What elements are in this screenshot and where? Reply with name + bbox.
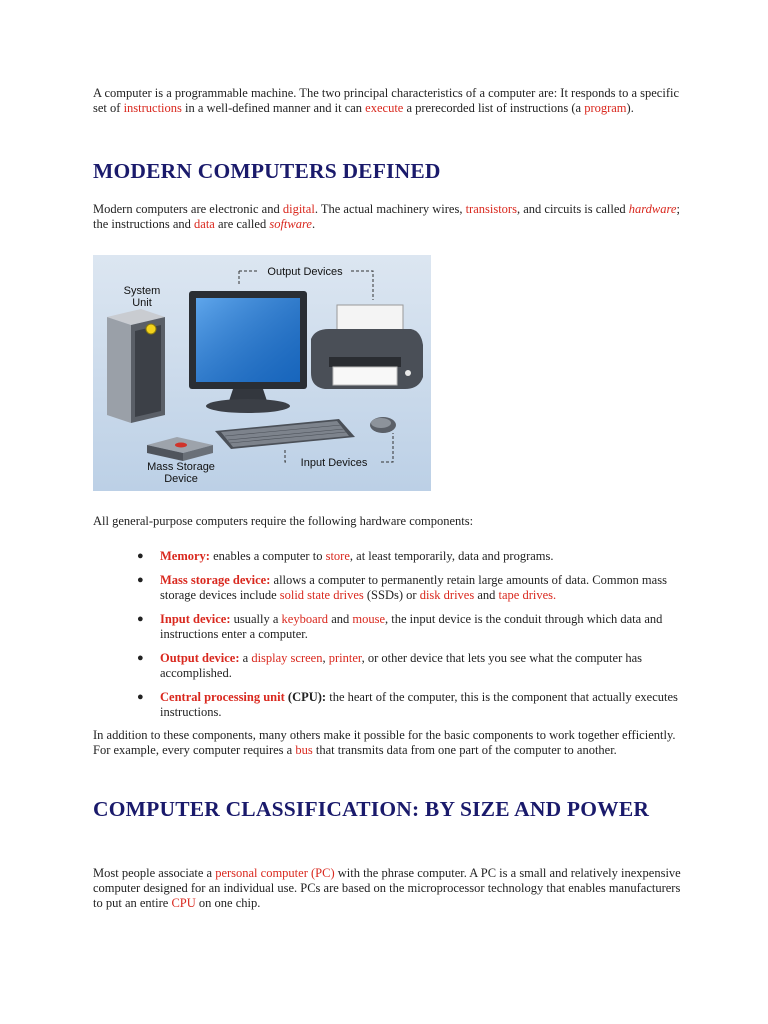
output-devices-label: Output Devices — [267, 266, 343, 278]
list-item — [93, 612, 683, 642]
link-software[interactable]: software — [269, 217, 312, 231]
heading-modern-computers: MODERN COMPUTERS DEFINED — [93, 159, 441, 183]
link-mouse[interactable]: mouse — [352, 612, 386, 626]
text-run: usually a — [230, 612, 282, 626]
text-run: with the phrase computer. A PC is a small and relatively inexpensive computer designed for an individual use. PCs are based on the microprocessor technology that enables manufacturers to put an entire — [93, 866, 681, 910]
text-run: Modern computers are electronic and — [93, 202, 283, 216]
system-unit-label-line2: Unit — [132, 297, 152, 309]
link-hardware[interactable]: hardware — [628, 202, 677, 216]
link-disk-drives[interactable]: disk drives — [419, 588, 475, 602]
link-store[interactable]: store — [325, 549, 350, 563]
link-keyboard[interactable]: keyboard — [281, 612, 329, 626]
text-run: that transmits data from one part of the computer to another. — [312, 743, 617, 757]
text-run: and — [474, 588, 499, 602]
link-program[interactable]: program — [584, 101, 627, 115]
text-run: In addition to these components, many others make it possible for the basic components to work together efficiently. For example, every computer requires a — [93, 728, 676, 757]
after-components-paragraph — [93, 728, 683, 758]
term-memory: Memory: — [160, 549, 210, 563]
computer-components-illustration — [93, 255, 431, 491]
list-item — [93, 573, 683, 603]
link-transistors[interactable]: transistors — [465, 202, 517, 216]
text-run: Most people associate a — [93, 866, 216, 880]
printer-icon — [311, 305, 423, 389]
text-run: A computer is a programmable machine. The two principal characteristics of a computer are: It responds to a specific set of — [93, 86, 680, 115]
term-cpu-abbrev: (CPU): — [284, 690, 327, 704]
link-tape-drives[interactable]: tape drives — [498, 588, 554, 602]
link-data[interactable]: data — [194, 217, 215, 231]
text-run: . — [553, 588, 557, 602]
term-input-device: Input device: — [160, 612, 231, 626]
list-item — [93, 690, 683, 720]
link-digital[interactable]: digital — [282, 202, 315, 216]
text-run: ). — [626, 101, 634, 115]
monitor-icon — [189, 291, 307, 413]
input-devices-label: Input Devices — [300, 457, 368, 469]
link-solid-state-drives[interactable]: solid state drives — [279, 588, 364, 602]
term-mass-storage-device: Mass storage device: — [160, 573, 271, 587]
modern-paragraph — [93, 202, 683, 232]
components-list — [93, 549, 683, 729]
text-run: , — [322, 651, 329, 665]
keyboard-icon — [215, 419, 355, 449]
text-run: (SSDs) or — [363, 588, 420, 602]
bullet-icon: ● — [137, 613, 144, 625]
text-run: , or other device that lets you see what the computer has accomplished. — [160, 651, 643, 680]
text-run: are called — [214, 217, 270, 231]
text-run: on one chip. — [195, 896, 261, 910]
mass-storage-device-icon — [147, 437, 213, 461]
text-run: allows a computer to permanently retain large amounts of data. Common mass storage devices include — [160, 573, 667, 602]
components-intro — [93, 514, 683, 529]
text-run: in a well-defined manner and it can — [181, 101, 366, 115]
term-output-device: Output device: — [160, 651, 240, 665]
text-run: , the input device is the conduit through which data and instructions enter a computer. — [160, 612, 663, 641]
components-intro-text: All general-purpose computers require the following hardware components: — [93, 514, 474, 528]
link-bus[interactable]: bus — [295, 743, 313, 757]
link-execute[interactable]: execute — [365, 101, 404, 115]
text-run: and — [328, 612, 353, 626]
text-run: enables a computer to — [209, 549, 326, 563]
mass-storage-label-line1: Mass Storage — [147, 461, 215, 473]
text-run: , and circuits is called — [516, 202, 629, 216]
bullet-icon: ● — [137, 652, 144, 664]
heading-computer-classification: COMPUTER CLASSIFICATION: BY SIZE AND POWER — [93, 797, 650, 821]
term-central-processing-unit[interactable]: Central processing unit — [160, 690, 285, 704]
system-unit-label-line1: System — [123, 285, 161, 297]
text-run: a — [239, 651, 252, 665]
bullet-icon: ● — [137, 691, 144, 703]
link-display-screen[interactable]: display screen — [251, 651, 323, 665]
text-run: . The actual machinery wires, — [314, 202, 466, 216]
text-run: a prerecorded list of instructions (a — [403, 101, 585, 115]
bullet-icon: ● — [137, 574, 144, 586]
system-unit-icon — [107, 309, 165, 423]
pc-paragraph — [93, 866, 683, 911]
list-item — [93, 549, 683, 564]
text-run: the heart of the computer, this is the component that actually executes instructions. — [160, 690, 678, 719]
text-run: ; the instructions and — [93, 202, 680, 231]
text-run: , at least temporarily, data and programs. — [349, 549, 554, 563]
mouse-icon — [370, 417, 396, 433]
link-printer[interactable]: printer — [328, 651, 362, 665]
text-run: . — [311, 217, 316, 231]
link-instructions[interactable]: instructions — [123, 101, 182, 115]
intro-paragraph — [93, 86, 683, 116]
mass-storage-label-line2: Device — [164, 473, 198, 485]
bullet-icon: ● — [137, 550, 144, 562]
link-personal-computer[interactable]: personal computer (PC) — [215, 866, 335, 880]
list-item — [93, 651, 683, 681]
link-cpu[interactable]: CPU — [171, 896, 196, 910]
